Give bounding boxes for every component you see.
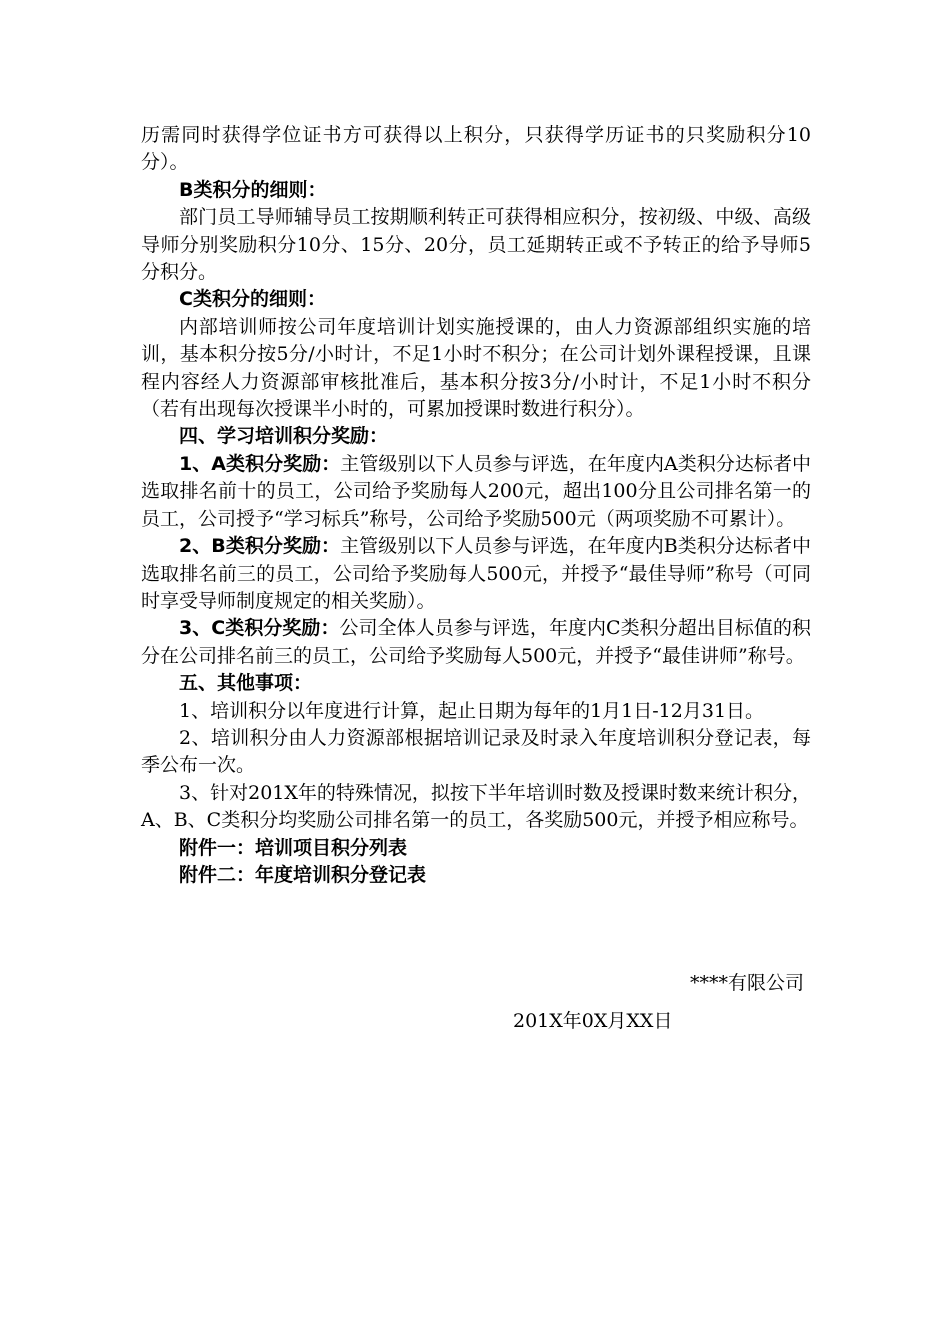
section-five-heading: 五、其他事项： xyxy=(179,672,313,695)
reward-b-paragraph xyxy=(141,533,811,615)
reward-c-paragraph xyxy=(141,615,811,670)
c-rules-heading: C类积分的细则： xyxy=(179,288,326,311)
attachment-1: 附件一：培训项目积分列表 xyxy=(179,836,408,859)
document-date: 201X年0X月XX日 xyxy=(513,1010,673,1032)
company-signature: ****有限公司 xyxy=(689,972,804,994)
other-item-2: 2、培训积分由人力资源部根据培训记录及时录入年度培训积分登记表，每季公布一次。 xyxy=(141,726,811,777)
reward-b-label: 2、B类积分奖励： xyxy=(179,535,341,558)
section-four-heading: 四、学习培训积分奖励： xyxy=(179,425,389,448)
c-rules-paragraph: 内部培训师按公司年度培训计划实施授课的，由人力资源部组织实施的培训，基本积分按5分/小时计，不足1小时不积分；在公司计划外课程授课，且课程内容经人力资源部审核批准后，基本积分按3分/小时计，不足1小时不积分（若有出现每次授课半小时的，可累加授课时数进行积分）。 xyxy=(141,315,811,421)
attachment-2: 附件二：年度培训积分登记表 xyxy=(179,863,427,886)
other-item-3: 3、针对201X年的特殊情况，拟按下半年培训时数及授课时数来统计积分，A、B、C类积分均奖励公司排名第一的员工，各奖励500元，并授予相应称号。 xyxy=(141,781,811,832)
reward-a-paragraph xyxy=(141,451,811,533)
b-rules-heading: B类积分的细则： xyxy=(179,178,327,201)
other-item-1: 1、培训积分以年度进行计算，起止日期为每年的1月1日-12月31日。 xyxy=(179,699,765,722)
reward-a-text: 主管级别以下人员参与评选，在年度内A类积分达标者中选取排名前十的员工，公司给予奖励每人200元，超出100分且公司排名第一的员工，公司授予“学习标兵”称号，公司给予奖励500元（两项奖励不可累计）。 xyxy=(141,452,811,530)
reward-c-text: 公司全体人员参与评选，年度内C类积分超出目标值的积分在公司排名前三的员工，公司给予奖励每人500元，并授予“最佳讲师”称号。 xyxy=(141,617,811,667)
reward-b-text: 主管级别以下人员参与评选，在年度内B类积分达标者中选取排名前三的员工，公司给予奖励每人500元，并授予“最佳导师”称号（可同时享受导师制度规定的相关奖励）。 xyxy=(141,535,812,612)
b-rules-paragraph: 部门员工导师辅导员工按期顺利转正可获得相应积分，按初级、中级、高级导师分别奖励积分10分、15分、20分，员工延期转正或不予转正的给予导师5分积分。 xyxy=(141,206,811,284)
document-body xyxy=(141,122,811,889)
reward-c-label: 3、C类积分奖励： xyxy=(179,617,340,640)
reward-a-label: 1、A类积分奖励： xyxy=(179,452,341,475)
continuation-paragraph: 历需同时获得学位证书方可获得以上积分，只获得学历证书的只奖励积分10分）。 xyxy=(141,124,811,174)
